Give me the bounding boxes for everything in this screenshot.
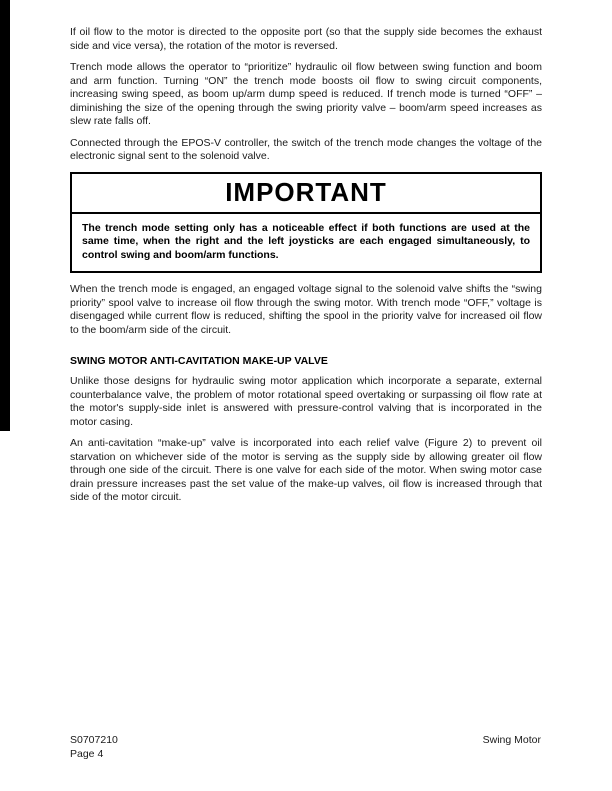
paragraph-trench-mode-engaged: When the trench mode is engaged, an engaged voltage signal to the solenoid valve shifts the “swing priority” spool valve to increase oil flow through the swing motor. With trench mode “OFF,” voltage is disengaged while current flow is reduced, shifting the spool in the priority valve for increased oil flow to the boom/arm side of the circuit. bbox=[70, 283, 542, 336]
left-edge-black-bar bbox=[0, 0, 10, 431]
page-footer bbox=[70, 734, 541, 761]
page-content bbox=[70, 26, 542, 513]
footer-section-title: Swing Motor bbox=[482, 734, 541, 746]
footer-left-block bbox=[70, 734, 118, 761]
paragraph-trench-mode-overview: Trench mode allows the operator to “prioritize” hydraulic oil flow between swing function and boom and arm function. Turning “ON” the trench mode boosts oil flow to swing circuit components, increasing swing speed, as boom up/arm dump speed is reduced. If trench mode is turned “OFF” – diminishing the size of the opening through the swing priority valve – boom/arm speed increases as slew rate falls off. bbox=[70, 61, 542, 127]
footer-doc-number: S0707210 bbox=[70, 734, 118, 746]
important-notice-box bbox=[70, 172, 542, 274]
paragraph-make-up-valve: An anti-cavitation “make-up” valve is incorporated into each relief valve (Figure 2) to prevent oil starvation on whichever side of the motor is serving as the supply side by allowing greater oil flow through one side of the circuit. There is one valve for each side of the motor. When swing motor case drain pressure increases past the set value of the make-up valves, oil flow is increased through that side of the motor circuit. bbox=[70, 437, 542, 503]
important-notice-body: The trench mode setting only has a noticeable effect if both functions are used at the same time, when the right and the left joysticks are each engaged simultaneously, to control swing and boom/arm functions. bbox=[82, 221, 530, 261]
important-notice-title: IMPORTANT bbox=[72, 174, 540, 214]
paragraph-epos-v-controller: Connected through the EPOS-V controller, the switch of the trench mode changes the voltage of the electronic signal sent to the solenoid valve. bbox=[70, 136, 542, 162]
paragraph-oil-flow-reversal: If oil flow to the motor is directed to the opposite port (so that the supply side becomes the exhaust side and vice versa), the rotation of the motor is reversed. bbox=[70, 26, 542, 52]
footer-page-number: Page 4 bbox=[70, 747, 104, 760]
paragraph-counterbalance-valve: Unlike those designs for hydraulic swing motor application which incorporate a separate, external counterbalance valve, the problem of motor rotational speed overtaking or surpassing oil flow rate at the motor's supply-side inlet is answered with pressure-control valving that is incorporated in the motor casing. bbox=[70, 375, 542, 428]
section-heading-anti-cavitation: SWING MOTOR ANTI-CAVITATION MAKE-UP VALVE bbox=[70, 355, 328, 367]
